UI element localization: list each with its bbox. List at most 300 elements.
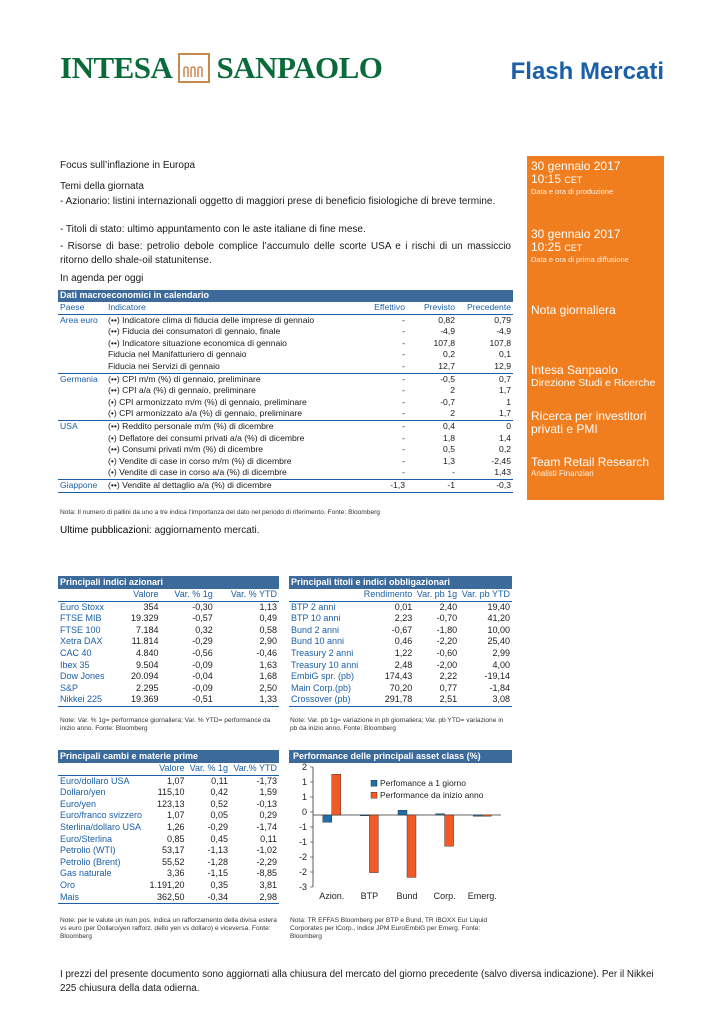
macro-cell: (••) Fiducia dei consumatori di gennaio, finale [108,326,281,337]
country-cell: USA [60,420,78,431]
macro-row [58,314,513,326]
macro-cell: -0,7 [440,396,455,407]
macro-cell: (•) Vendite di case in corso m/m (%) di dicembre [108,455,292,466]
macro-row [58,373,513,385]
chart-note: Nota: TR EFFAS Bloomberg per BTP e Bund, TR IBOXX Eur Liquid Corporates per lCorp., indice JPM EuroEmbiG per Emerg. Fonte: Bloomberg [290,917,488,940]
production-time: 10:15 [531,172,562,186]
macro-cell: 12,9 [457,361,513,373]
value-cell: 1.191,20 [149,879,185,890]
footer-note: I prezzi del presente documento sono aggiornati alla chiusura del mercato del giorno precedente (salvo diversa indicazione). Per il Nikkei 225 chiusura della data odierna. [60,969,654,994]
ultime-pubblicazioni [60,525,260,536]
value-cell: -1,84 [489,682,510,693]
macro-cell: - [402,444,405,455]
bar-1-1 [369,815,378,873]
table-row [58,880,279,892]
row-label: FTSE 100 [60,624,101,635]
row-label: Crossover (pb) [289,694,361,706]
macro-cell: - [402,337,405,348]
value-cell: -1,15 [207,868,228,879]
table-row [289,601,512,613]
bar-1-0 [332,774,341,815]
indici-table [58,576,279,707]
macro-cell: (••) Consumi privati m/m (%) di dicembre [108,444,264,455]
table-row [58,648,279,660]
value-cell: 19,40 [487,601,510,612]
value-cell: 174,43 [384,671,413,682]
macro-cell: 0 [506,420,511,431]
value-cell: 2,22 [439,671,458,682]
y-tick-label: -3 [298,882,307,892]
macro-cell: - [407,467,457,479]
value-cell: -0,51 [160,694,214,706]
macro-row [58,433,513,445]
macro-cell: 1,7 [457,408,513,420]
table-row [58,613,279,625]
value-cell: 0,11 [260,833,277,844]
value-cell: -0,70 [436,613,458,624]
col-header: Effettivo [347,302,407,314]
temi-heading: Temi della giornata [60,181,144,192]
col-header: Var. % YTD [215,589,279,601]
value-cell: 41,20 [487,613,510,624]
value-cell: 25,40 [487,636,510,647]
tema-azionario: - Azionario: listini internazionali oggetto di maggiori prese di beneficio fisiologiche di breve termine. [60,196,496,207]
macro-table-title: Dati macroeconomici in calendario [58,290,513,302]
macro-note: Nota: Il numero di pallini da uno a tre indica l’importanza del dato nel periodo di riferimento. Fonte: Bloomberg [60,509,380,516]
col-header: Precedente [457,302,513,314]
macro-cell: - [402,385,405,396]
value-cell: 1,22 [394,647,413,658]
macro-cell: - [402,396,405,407]
bar-0-0 [323,815,332,822]
legend-swatch [371,780,377,786]
row-label: Euro/yen [60,798,97,809]
value-cell: 362,50 [146,892,186,904]
value-cell: 11.814 [131,636,159,647]
distribution-caption: Data e ora di prima diffusione [531,255,629,264]
row-label: Xetra DAX [60,636,103,647]
macro-cell: 1,3 [443,455,455,466]
row-label: EmbiG spr. (pb) [291,671,355,682]
value-cell: 20.094 [130,671,159,682]
row-label: Dollaro/yen [60,787,106,798]
value-cell: 1,33 [215,694,279,706]
macro-row [58,467,513,479]
col-header: Var. pb YTD [459,589,512,601]
value-cell: 1,07 [166,810,185,821]
macro-cell: -0,5 [440,373,455,384]
distribution-time: 10:25 [531,240,562,254]
x-tick-label: Bund [396,891,418,901]
row-label: Euro/dollaro USA [60,775,130,786]
value-cell: 3,81 [259,879,277,890]
table-row [58,625,279,637]
table-row [58,822,279,834]
table-row [289,660,512,672]
country-cell [58,444,106,456]
table-row [289,636,512,648]
macro-cell: -1,3 [347,479,407,492]
macro-cell: - [347,408,407,420]
table-row [289,694,512,706]
macro-row [58,361,513,373]
col-header: Var. % 1g [186,763,230,775]
info-sidebar [527,156,664,500]
bar-0-1 [360,815,369,816]
macro-row [58,338,513,350]
value-cell: -19,14 [484,671,510,682]
country-cell [58,397,106,409]
macro-cell: 1,7 [499,385,511,396]
macro-cell: (••) CPI m/m (%) di gennaio, preliminare [108,373,261,384]
macro-cell: -4,9 [496,326,511,337]
macro-cell: 0,1 [499,349,511,360]
row-label: Euro/Sterlina [60,833,113,844]
macro-cell: 0,82 [438,314,455,325]
value-cell: 2,99 [492,647,510,658]
macro-cell: 1 [506,396,511,407]
value-cell: 2,90 [259,636,277,647]
cambi-table [58,750,279,904]
macro-cell: -0,3 [457,479,513,492]
macro-cell: Fiducia nei Servizi di gennaio [106,361,347,373]
value-cell: -2,29 [256,856,277,867]
macro-calendar-table [58,290,513,493]
row-label: Sterlina/dollaro USA [60,821,142,832]
report-type: Nota giornaliera [531,303,616,317]
value-cell: 0,11 [211,775,228,786]
macro-cell: 107,8 [489,337,511,348]
table-row [58,683,279,695]
macro-cell: - [402,432,405,443]
macro-cell: (••) CPI a/a (%) di gennaio, preliminare [108,385,256,396]
country-cell: Area euro [60,314,98,325]
macro-cell: 12,7 [407,361,457,373]
titoli-note: Note: Var. pb 1g= variazione in pb giornaliera; Var. pb YTD= variazione in pb da inizio anno. Fonte: Bloomberg [290,717,504,732]
row-label: Oro [60,879,76,890]
row-label: BTP 10 anni [291,613,341,624]
macro-cell: -4,9 [440,326,455,337]
country-cell: Germania [60,373,98,384]
distribution-date: 30 gennaio 2017 [531,227,621,241]
macro-cell: 0,7 [499,373,511,384]
row-label: Petrolio (Brent) [60,856,121,867]
value-cell: 3,08 [459,694,512,706]
row-label: S&P [60,682,79,693]
cambi-note: Note: per le valute un num pos. indica un rafforzamento della divisa estera vs euro (per Dollaro/yen rafforz. dello yen vs dollaro) e viceversa. Fonte: Bloomberg [60,917,277,940]
value-cell: 1,63 [259,659,277,670]
row-label: Mais [58,892,146,904]
value-cell: 70,20 [389,682,413,693]
macro-row [58,385,513,397]
chart-title: Performance delle principali asset class (%) [289,750,512,763]
country-cell [58,408,106,420]
value-cell: 0,85 [166,833,185,844]
value-cell: 2,48 [394,659,413,670]
intesa-sanpaolo-logo [60,48,382,88]
value-cell: -1,02 [256,845,277,856]
value-cell: -0,29 [207,821,228,832]
value-cell: 291,78 [361,694,414,706]
value-cell: 1,26 [166,821,185,832]
value-cell: 0,01 [394,601,413,612]
row-label: Dow Jones [60,671,105,682]
y-tick-label: 1 [301,777,307,787]
col-header: Indicatore [106,302,347,314]
value-cell: 2,23 [394,613,413,624]
row-label: Petrolio (WTI) [60,845,116,856]
macro-cell: -2,45 [491,455,511,466]
col-header [289,589,361,601]
table-row [58,845,279,857]
y-tick-label: -1 [298,837,307,847]
macro-cell: - [402,349,405,360]
macro-cell: 0,79 [494,314,511,325]
macro-row [58,408,513,420]
production-caption: Data e ora di produzione [531,187,614,196]
macro-cell: - [402,420,405,431]
bar-0-3 [436,814,445,815]
value-cell: -0,09 [192,659,213,670]
value-cell: 354 [143,601,159,612]
macro-cell: - [402,373,405,384]
value-cell: -2,00 [436,659,458,670]
table-row [289,613,512,625]
ultime-text: aggiornamento mercati. [151,525,260,536]
col-header: Paese [58,302,106,314]
titoli-title: Principali titoli e indici obbligazionari [289,576,512,589]
row-label: Main Corp.(pb) [291,682,352,693]
row-label: Ibex 35 [60,659,90,670]
value-cell: 0,45 [210,833,228,844]
table-row [58,601,279,613]
macro-cell: 2 [407,408,457,420]
table-row [289,671,512,683]
macro-cell: Fiducia nel Manifatturiero di gennaio [108,349,247,360]
legend-label: Performance da inizio anno [380,790,484,801]
country-cell [58,326,106,338]
agenda-heading: In agenda per oggi [60,273,144,284]
value-cell: -1,74 [256,821,277,832]
table-row [58,857,279,869]
row-label: Nikkei 225 [58,694,120,706]
x-tick-label: Corp. [433,891,456,901]
country-cell [58,456,106,468]
macro-cell: - [347,467,407,479]
y-tick-label: -2 [298,852,307,862]
macro-cell: 0,4 [443,420,455,431]
value-cell: 0,58 [259,624,277,635]
value-cell: 3,36 [166,868,185,879]
bar-0-4 [473,815,482,816]
macro-row [58,397,513,409]
macro-cell: 1,8 [443,432,455,443]
value-cell: 0,42 [210,787,228,798]
row-label: Euro Stoxx [60,601,105,612]
y-tick-label: 1 [301,792,307,802]
table-row [58,868,279,880]
value-cell: 2,98 [230,892,279,904]
value-cell: -0,60 [436,647,458,658]
table-row [58,671,279,683]
value-cell: 0,29 [259,810,277,821]
value-cell: 19.369 [120,694,160,706]
value-cell: 1,13 [259,601,277,612]
row-label: Euro/franco svizzero [60,810,143,821]
row-label: FTSE MIB [60,613,102,624]
value-cell: 53,17 [161,845,185,856]
value-cell: 0,05 [210,810,228,821]
value-cell: 2,51 [414,694,459,706]
value-cell: 2,40 [439,601,458,612]
col-header [58,589,120,601]
x-tick-label: BTP [360,891,379,901]
value-cell: 1,68 [259,671,277,682]
table-row [289,683,512,695]
value-cell: -0,13 [256,798,277,809]
indici-note: Note: Var. % 1g= performance giornaliera; Var. % YTD= performance da inizio anno. Fonte: Bloomberg [60,717,271,732]
production-tz: CET [564,175,583,185]
macro-row [58,349,513,361]
ultime-label: Ultime pubblicazioni: [60,525,152,536]
value-cell: -0,56 [192,647,213,658]
row-label: Gas naturale [60,868,112,879]
macro-cell: 1,43 [457,467,513,479]
value-cell: 1,59 [259,787,277,798]
chart-canvas [289,763,512,913]
row-label: Treasury 10 anni [291,659,359,670]
titoli-table [289,576,512,707]
value-cell: 0,52 [210,798,228,809]
legend-label: Perfomance a 1 giorno [380,778,466,789]
value-cell: 0,49 [259,613,277,624]
col-header: Rendimento [361,589,414,601]
macro-row [58,326,513,338]
col-header [58,763,146,775]
row-label: Treasury 2 anni [291,647,354,658]
col-header: Valore [120,589,160,601]
bar-1-2 [407,815,416,877]
value-cell: 0,46 [394,636,413,647]
country-cell [58,467,106,479]
macro-cell: - [347,361,407,373]
value-cell: -1,28 [207,856,228,867]
col-header: Previsto [407,302,457,314]
table-row [58,694,279,706]
macro-cell: 1,4 [499,432,511,443]
value-cell: 4.840 [135,647,159,658]
country-cell [58,433,106,445]
value-cell: 55,52 [161,856,185,867]
indici-title: Principali indici azionari [58,576,279,589]
macro-row [58,444,513,456]
col-header: Var. pb 1g [414,589,459,601]
value-cell: 4,00 [492,659,510,670]
country-cell: Giappone [58,479,106,492]
col-header: Valore [146,763,186,775]
bar-1-3 [445,815,454,846]
logo-mark-icon [178,53,210,83]
value-cell: -0,57 [192,613,213,624]
macro-cell: 107,8 [433,337,455,348]
table-row [58,636,279,648]
country-cell [58,361,106,373]
logo-right-text: SANPAOLO [216,50,383,85]
table-row [289,625,512,637]
logo-left-text: INTESA [60,50,173,85]
org-dept: Direzione Studi e Ricerche [531,377,656,389]
y-tick-label: -1 [298,822,307,832]
value-cell: 0,32 [195,624,213,635]
value-cell: 0,35 [210,879,228,890]
macro-cell: (•) CPI armonizzato m/m (%) di gennaio, preliminare [108,396,307,407]
macro-cell: - [402,326,405,337]
row-label: CAC 40 [60,647,92,658]
table-row [289,648,512,660]
macro-cell: -1 [407,479,457,492]
value-cell: -1,13 [207,845,228,856]
value-cell: 123,13 [156,798,185,809]
audience: Ricerca per investitori privati e PMI [531,409,647,436]
macro-cell: 2 [450,385,455,396]
macro-cell: (•) Deflatore dei consumi privati a/a (%) di dicembre [108,432,305,443]
macro-cell: (•) CPI armonizzato a/a (%) di gennaio, preliminare [106,408,347,420]
macro-cell: (••) Reddito personale m/m (%) di dicembre [108,420,274,431]
asset-class-chart [289,750,512,915]
x-tick-label: Azion. [319,891,345,901]
tema-risorse: - Risorse di base: petrolio debole complice l’accumulo delle scorte USA e i rischi di un massiccio ritorno dello shale-oil statunitense. [60,241,511,266]
macro-row [58,479,513,492]
value-cell: -0,67 [391,624,413,635]
table-row [58,834,279,846]
value-cell: 10,00 [487,624,510,635]
value-cell: 115,10 [157,787,185,798]
macro-cell: - [402,455,405,466]
macro-cell: - [402,314,405,325]
value-cell: 9.504 [135,659,159,670]
macro-cell: 0,2 [443,349,455,360]
macro-row [58,420,513,432]
value-cell: -0,04 [192,671,213,682]
table-row [58,775,279,787]
macro-cell: (••) Indicatore clima di fiducia delle imprese di gennaio [108,314,315,325]
macro-row [58,456,513,468]
value-cell: -2,20 [436,636,458,647]
col-header: Var.% YTD [230,763,279,775]
team-sub: Analisti Finanziari [531,469,594,478]
value-cell: 2,50 [259,682,277,693]
col-header: Var. % 1g [160,589,214,601]
value-cell: -1,73 [256,775,277,786]
table-row [58,660,279,672]
table-row [58,810,279,822]
macro-cell: (•) Vendite di case in corso a/a (%) di dicembre [106,467,347,479]
value-cell: 0,77 [439,682,458,693]
macro-cell: 0,2 [499,444,511,455]
y-tick-label: 2 [301,763,307,772]
y-tick-label: -2 [298,867,307,877]
y-tick-label: 0 [301,807,307,817]
country-cell [58,385,106,397]
value-cell: 2.295 [135,682,159,693]
macro-cell: (••) Indicatore situazione economica di gennaio [108,337,287,348]
value-cell: 19.329 [130,613,159,624]
production-date: 30 gennaio 2017 [531,159,621,173]
org-name: Intesa Sanpaolo [531,363,618,377]
row-label: BTP 2 anni [291,601,336,612]
tema-titoli: - Titoli di stato: ultimo appuntamento con le aste italiane di fine mese. [60,224,366,235]
value-cell: 7.184 [135,624,159,635]
